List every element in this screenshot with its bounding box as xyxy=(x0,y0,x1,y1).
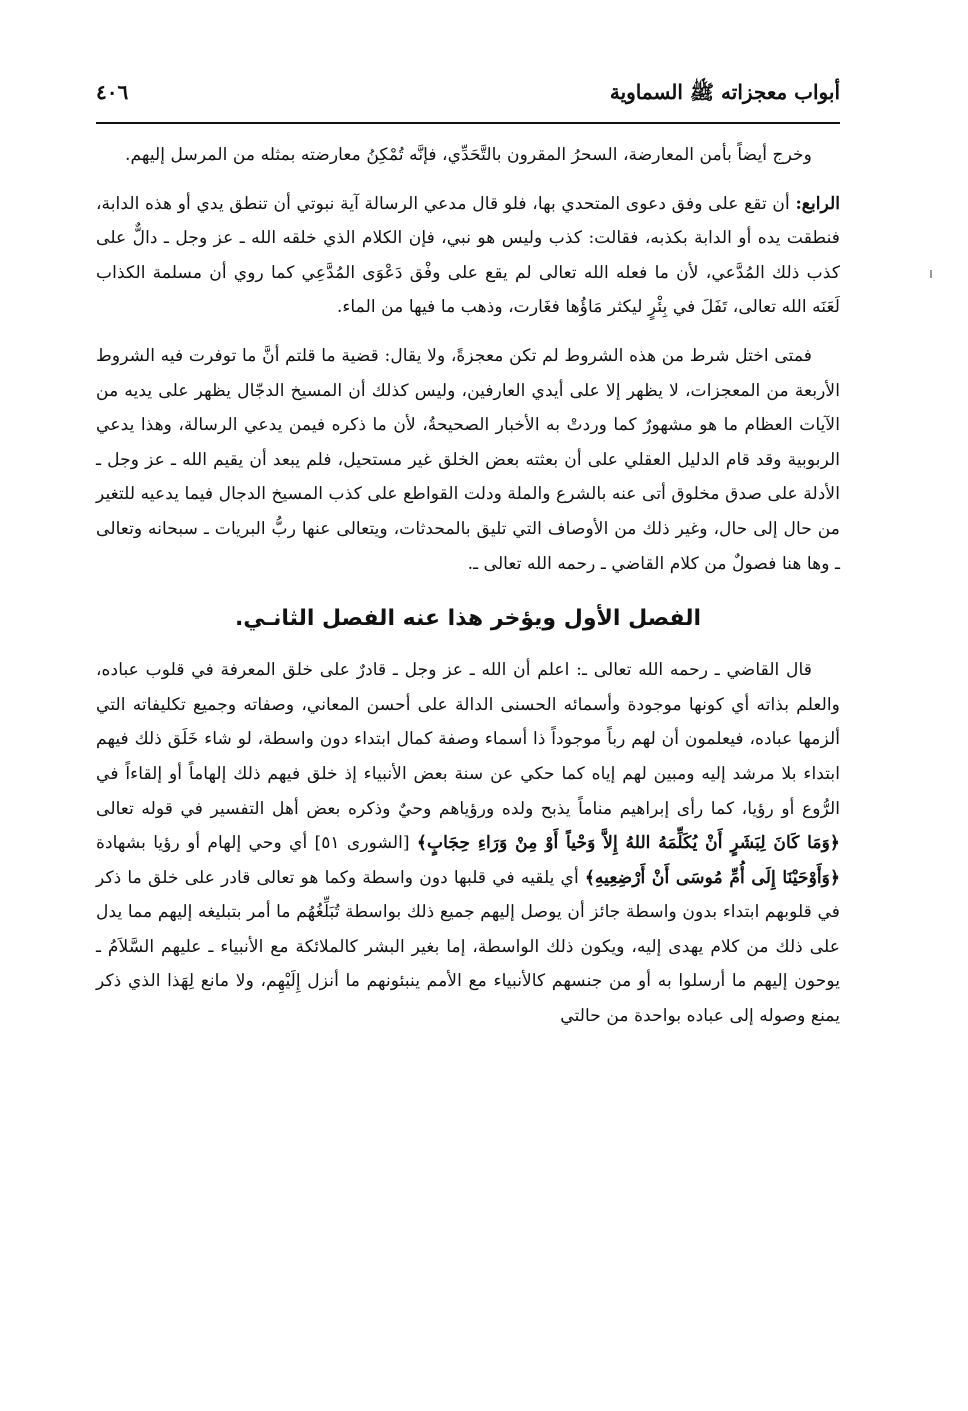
margin-mark xyxy=(930,270,932,278)
paragraph-3: فمتى اختل شرط من هذه الشروط لم تكن معجزةً، ولا يقال: قضية ما قلتم أنَّ ما توفرت فيه الشروط الأربعة من المعجزات، لا يظهر إلا على أيدي العارفين، وليس كذلك أن المسيخ الدجّال يظهر على يديه من الآيات العظام ما هو مشهورٌ كما وردتْ به الأخبار الصحيحةُ، لأن ما ذكره فيمن يدعي الرسالة، وهذا يدعي الربوبية وقد قام الدليل العقلي على أن بعثته بعض الخلق غير مستحيل، فلم يبعد أن يقيم الله ـ عز وجل ـ الأدلة على صدق مخلوق أتى عنه بالشرع والملة ودلت القواطع على كذب المسيخ الدجال فيما يدعيه للتغير من حال إلى حال، وغير ذلك من الأوصاف التي تليق بالمحدثات، ويتعالى عنها ربُّ البريات ـ سبحانه وتعالى ـ وها هنا فصولٌ من كلام القاضي ـ رحمه الله تعالى ـ. xyxy=(96,345,840,574)
paragraph-2-lead: الرابع: xyxy=(795,193,840,214)
running-title: أبواب معجزاته ﷺ السماوية xyxy=(609,80,840,104)
quran-verse-1: ﴿وَمَا كَانَ لِبَشَرٍ أَنْ يُكَلِّمَهُ اللهُ إِلاَّ وَحْياً أَوْ مِنْ وَرَاءِ حِجَابٍ﴾ xyxy=(416,833,840,854)
paragraph-4-part-2: [الشورى ٥١] أي وحي إلهام أو رؤيا بشهادة xyxy=(96,833,410,854)
page-number: ٤٠٦ xyxy=(96,80,129,104)
section-heading: الفصل الأول ويؤخر هذا عنه الفصل الثانـي. xyxy=(234,606,702,632)
paragraph-4-part-3: أي يلقيه في قلبها دون واسطة وكما هو تعالى قادر على خلق ما ذكر في قلوبهم ابتداء بدون واسطة جائز أن يوصل إليهم جميع ذلك بواسطة تُبَلِّغُهُم ما أمر بتبليغه إليهم مما يدل على ذلك من كلام يهدى إليه، ويكون ذلك الواسطة، إما بغير البشر كالملائكة مع الأنبياء ـ عليهم السَّلاَمُ ـ يوحون إليهم ما أرسلوا به أو من جنسهم كالأنبياء مع الأمم ينبئونهم ما أنزل إِلَيْهِم، ولا مانع لِهَذا الذي ذكر يمنع وصوله إلى عباده بواحدة من حالتي xyxy=(96,867,840,1027)
paragraph-4 xyxy=(96,653,840,1034)
quran-verse-2: ﴿وَأَوْحَيْنَا إِلَى أُمِّ مُوسَى أَنْ أَرْضِعِيهِ﴾ xyxy=(584,867,841,888)
paragraph-2-body: أن تقع على وفق دعوى المتحدي بها، فلو قال مدعي الرسالة آية نبوتي أن تنطق يدي أو هذه الدابة، فنطقت يده أو الدابة بكذبه، فقالت: كذب وليس هو نبي، فإن الكلام الذي خلقه الله ـ عز وجل ـ دالٌّ على كذب ذلك المُدَّعي، لأن ما فعله الله تعالى لم يقع على وفْق دَعْوَى المُدَّعِي كما روي أن مسلمة الكذاب لَعَنَه الله تعالى، تَفَلَ في بِئْرٍ ليكثر مَاؤُها فغَارت، وذهب ما فيها من الماء. xyxy=(96,193,840,318)
header-rule xyxy=(96,122,840,124)
paragraph-2 xyxy=(96,187,840,325)
page-header xyxy=(96,76,840,116)
paragraph-4-part-1: قال القاضي ـ رحمه الله تعالى ـ: اعلم أن الله ـ عز وجل ـ قادرٌ على خلق المعرفة في قلوب عباده، والعلم بذاته أي كونها موجودة وأسمائه الحسنى الدالة على أحسن المعاني، وصفاته وجميع تكليفاته التي ألزمها عباده، فيعلمون أن لهم رباً موجوداً ذا أسماء وصفة كمال ابتداء دون واسطة، لو شاء خَلَق ذلك فيهم ابتداء بلا مرشد إليه ومبين لهم إياه كما حكي عن سنة بعض الأنبياء إذ خلق فيهم ذلك إلهاماً أو إلقاءاً في الرُّوع أو رؤيا، كما رأى إبراهيم مناماً يذبح ولده ورؤياهم وحيٌ وذكره بعض أهل التفسير في قوله تعالى xyxy=(96,660,840,819)
body-text xyxy=(96,138,840,1048)
paragraph-1: وخرج أيضاً بأمن المعارضة، السحرُ المقرون بالتَّحَدِّي، فإنَّه تُمْكِنُ معارضته بمثله من المرسل إليهم. xyxy=(125,145,812,165)
